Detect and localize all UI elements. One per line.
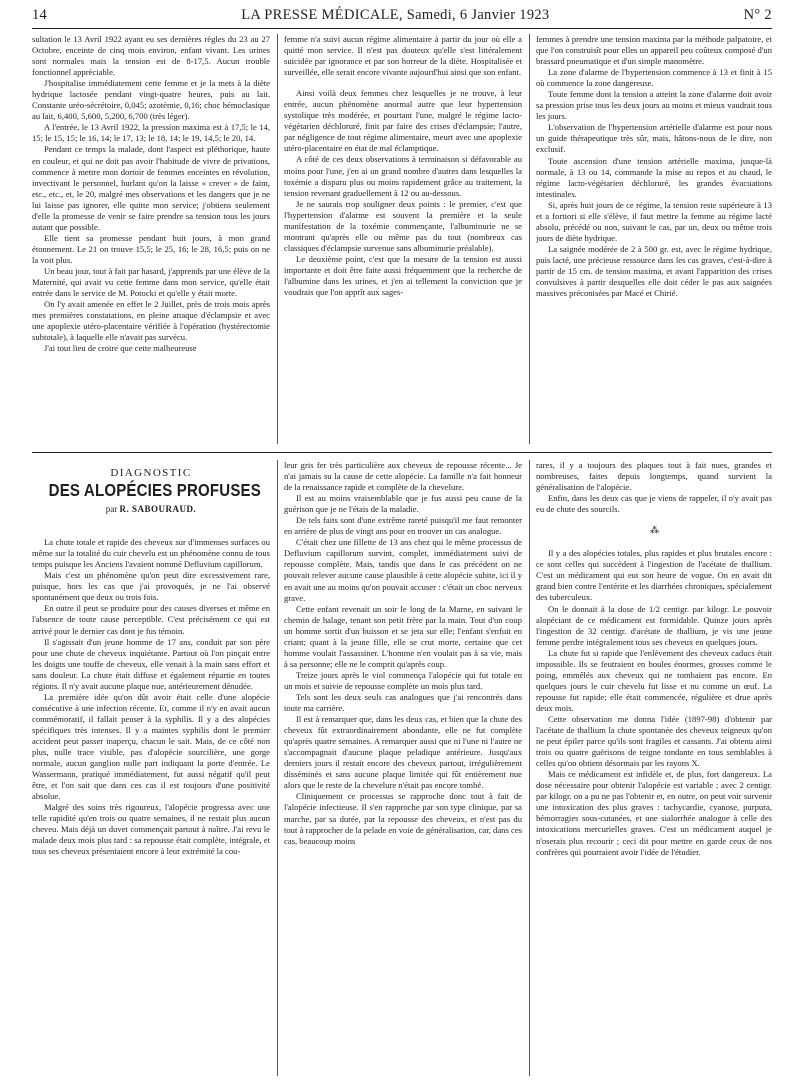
paragraph: Je ne saurais trop souligner deux points : le premier, c'est que l'hypertension d'alarme est souvent la première et la seule manifestation de la toxémie commençante, l'albuminurie ne se montrant qu'après elle ou même pas du tout (nombreux cas classiques d'éclampsie survenue sans albuminurie préalable). bbox=[284, 198, 522, 253]
paragraph: La première idée qu'on dût avoir était celle d'une alopécie consécutive à une infection récente. Et, comme il n'y en avait aucun commémoratif, il fallait penser à la syphilis. Il y a des alopécies spécifiques très intenses. Il y a maintes syphilis dont le premier accident peut passer inaperçu, chacun le sait. Mais, de ce côté non plus, nulle trace visible, pas d'alopécie sourcilière, une gorge normale, aucun ganglion nulle part indiquant la porte d'entrée. Le Wassermann, pratiqué immédiatement, fut aussi négatif qu'il peut être, et l'on sait que dans ces cas il est toujours d'une positivité absolue. bbox=[32, 691, 270, 802]
top-column-2 bbox=[284, 34, 522, 444]
article-headline: DES ALOPÉCIES PROFUSES bbox=[48, 480, 261, 501]
paragraph: Le deuxième point, c'est que la mesure de la tension est aussi importante et doit être faite aussi fréquemment que la recherche de l'albumine dans les urines, et j'en ai tellement la conviction que je voudrais que l'on apprît aux sages- bbox=[284, 253, 522, 298]
paragraph: femme n'a suivi aucun régime alimentaire à partir du jour où elle a quitté mon service. Il n'est pas douteux qu'elle s'est littéralement suicidée par ignorance et par son horreur de la diète. Hospitalisée et surveillée, elle serait encore vivante aujourd'hui ainsi que son enfant. bbox=[284, 34, 522, 78]
paragraph: Il y a des alopécies totales, plus rapides et plus brutales encore : ce sont celles qui succèdent à l'ingestion de l'acétate de thallium. C'est un médicament qui eut son heure de vogue. On en avait dit grand bien contre l'entérite et les diarrhées chroniques, spécialement des tuberculeux. bbox=[536, 548, 772, 603]
paragraph: femmes à prendre une tension maxima par la méthode palpatoire, et que l'on construisît pour elles un appareil peu coûteux composé d'un brassard pneumatique et d'un simple manomètre. bbox=[536, 34, 772, 67]
paragraph: Toute ascension d'une tension artérielle maxima, jusque-là normale, à 13 ou 14, commande la mise au repos et au chaud, le régime lacto-végétarien déchloruré, les grandes évacuations intestinales. bbox=[536, 155, 772, 199]
paragraph: Toute femme dont la tension a atteint la zone d'alarme doit avoir sa pression prise tous les deux jours au moins et mieux vaudrait tous les jours. bbox=[536, 89, 772, 122]
paragraph: La zone d'alarme de l'hypertension commence à 13 et finit à 15 où commence la zone dangereuse. bbox=[536, 67, 772, 89]
paragraph: Mais ce médicament est infidèle et, de plus, fort dangereux. La dose nécessaire pour obtenir l'alopécie est variable ; avec 2 centigr. par kilogr. on a pu ne pas l'obtenir et, en outre, on peut voir survenir une intoxication des plus graves : tachycardie, cyanose, purpura, hémorragies sous-cutanées, et une sialorrhée analogue à celle des intoxications mercurielles graves. C'est un médicament auquel je n'oserais plus recourir ; ceci dit pour mettre en garde ceux de nos confrères qui pourraient avoir l'idée de l'étudier. bbox=[536, 769, 772, 857]
paragraph: Treize jours après le viol commença l'alopécie qui fut totale en un mois et suivie de repousse complète un mois plus tard. bbox=[284, 669, 522, 691]
paragraph: Cliniquement ce processus se rapproche donc tout à fait de l'alopécie infectieuse. Il s'en rapproche par son type clinique, par sa marche, par sa durée, par la repousse des cheveux, et n'est pas du tout à rapprocher de la pelade en voie de généralisation, car, dans ces cas, beaucoup moins bbox=[284, 791, 522, 846]
paragraph: Un beau jour, tout à fait par hasard, j'apprends par une élève de la Maternité, qui avait vu cette femme dans mon service, qu'elle était entrée dans le service de M. Potocki et qu'elle y était morte. bbox=[32, 265, 270, 299]
column-divider bbox=[529, 460, 530, 1076]
article-column-2 bbox=[284, 460, 522, 1076]
paragraph: La chute totale et rapide des cheveux sur d'immenses surfaces ou même sur la totalité du cuir chevelu est un phénomène connu de tous temps puisque les Anciens l'avaient nommé Defluvium capillorum. bbox=[32, 537, 270, 570]
top-column-3 bbox=[536, 34, 772, 444]
paragraph: J'hospitalise immédiatement cette femme et je la mets à la diète hydrique lactosée pendant vingt-quatre heures, puis au lait. Constante uréo-sécrétoire, 0,045; azotémie, 0,16; choc hémoclasique au lait, 6,400, 5,600, 5,200, 6,700 (très léger). bbox=[32, 78, 270, 122]
section-asterism: ⁂ bbox=[650, 525, 658, 536]
paragraph: Cette observation me donna l'idée (1897-98) d'obtenir par l'acétate de thallium la chute spontanée des cheveux teigneux qu'on ne peut épiler parce qu'ils sont fragiles et cassants. J'ai obtenu ainsi trois ou quatre guérisons de teigne tondante en tous semblables à celles qu'on obtient désormais par les rayons X. bbox=[536, 713, 772, 769]
paragraph: Il s'agissait d'un jeune homme de 17 ans, conduit par son père pour une chute de cheveux inquiétante. Partout où l'on pinçait entre les doigts une touffe de cheveux, elle venait à la main sans effort et sans douleur. La chute était diffuse et également répartie en toutes régions. Il n'y avait aucune plaque nue, antérieurement dénudée. bbox=[32, 636, 270, 691]
paragraph: Il est à remarquer que, dans les deux cas, et bien que la chute des cheveux fût extraordinairement abondante, elle ne fut complète qu'après quatre semaines. A remarquer aussi que ni l'une ni l'autre ne s'accompagnait d'aucune plaque peladique antérieure. Jusqu'aux derniers jours il restait encore des cheveux partout, irrégulièrement disséminés et sans aucune plaque limitée qui fût entièrement nue alors que le reste de la chevelure n'était pas encore tombé. bbox=[284, 714, 522, 791]
article-column-1 bbox=[32, 460, 270, 1076]
paragraph: J'ai tout lieu de croire que cette malheureuse bbox=[44, 343, 197, 354]
header-rule bbox=[32, 28, 772, 29]
paragraph: C'était chez une fillette de 13 ans chez qui le même processus de Defluvium capillorum survint, complet, immédiatement suivi de repousse complète. Mais, tandis que dans le cas précédent on ne pouvait relever aucune cause plausible à cette alopécie subite, ici il y en avait une au moins qu'on pouvait accuser : c'était un choc nerveux grave. bbox=[284, 537, 522, 603]
page-header bbox=[32, 4, 772, 26]
page-number: 14 bbox=[32, 6, 48, 23]
byline-prefix: par bbox=[105, 504, 118, 515]
paragraph: Tels sont les deux seuls cas analogues que j'ai rencontrés dans toute ma carrière. bbox=[284, 691, 522, 714]
issue-number: N° 2 bbox=[743, 6, 772, 23]
paragraph: La saignée modérée de 2 à 500 gr. est, avec le régime hydrique, puis lacté, une précieuse ressource dans les cas graves, c'est-à-dire à partir de 15 cm. de tension maxima, et avant l'apparition des crises convulsives à partir desquelles elle doit céder le pas aux saignées massives préconisées par Macé et Chirié. bbox=[536, 243, 772, 299]
column-divider bbox=[277, 34, 278, 444]
paragraph: De tels faits sont d'une extrême rareté puisqu'il me faut remonter en arrière de plus de vingt ans pour en trouver un cas analogue. bbox=[284, 515, 522, 537]
journal-title: LA PRESSE MÉDICALE, Samedi, 6 Janvier 1923 bbox=[241, 6, 550, 23]
paragraph: Elle tient sa promesse pendant huit jours, à mon grand étonnement. Le 21 on trouve 15,5; le 25, 16; le 28, 16,5; puis on ne la voit plus. bbox=[32, 232, 270, 265]
paragraph: On l'y avait amenée en effet le 2 Juillet, près de trois mois après mes premières constatations, en pleine attaque d'éclampsie et avec une apoplexie utéro-placentaire vérifiée à l'opération (hystérectomie subtotale), à laquelle elle n'avait pas survécu. bbox=[32, 299, 270, 343]
paragraph: Pendant ce temps la malade, dont l'aspect est pléthorique, haute en couleur, et qui ne doit pas avoir l'habitude de vivre de privations, commence à mettre mon dortoir de femmes enceintes en révolution, invectivant le personnel, hurlant qu'on la laisse « crever » de faim, etc., etc., et, le 20, malgré mes observations et les dangers que je ne lui laisse pas ignorer, elle quitte mon service; j'obtiens seulement d'elle la promesse de venir se faire prendre sa tension tous les jours autant que possible. bbox=[32, 144, 270, 232]
paragraph: Il est au moins vraisemblable que je fus aussi peu cause de la guérison que je ne l'étais de la maladie. bbox=[284, 493, 522, 515]
column-divider bbox=[277, 460, 278, 1076]
paragraph: A côté de ces deux observations à terminaison si défavorable au moins pour l'une, j'en ai un grand nombre d'autres dans lesquelles la toxémie a disparu plus ou moins rapidement grâce au traitement, la tension revenant graduellement à 12 ou au-dessous. bbox=[284, 154, 522, 198]
section-rule bbox=[32, 452, 772, 453]
paragraph: Enfin, dans les deux cas que je viens de rappeler, il n'y avait pas eu de chute des sourcils. bbox=[536, 493, 772, 515]
paragraph: Mais c'est un phénomène qu'on peut dire excessivement rare, puisque, hors les cas que j'ai provoqués, je ne l'ai observé spontanément que deux ou trois fois. bbox=[32, 570, 270, 603]
article-column-3 bbox=[536, 460, 772, 1076]
paragraph: A l'entrée, le 13 Avril 1922, la pression maxima est à 17,5; le 14, 15; le 15, 15; le 16, 14; le 17, 13; le 18, 14; le 19, 14,5; le 20, 14. bbox=[32, 122, 270, 144]
paragraph: sultation le 13 Avril 1922 ayant eu ses dernières règles du 23 au 27 Octobre, enceinte de cinq mois environ, enfant vivant. Les urines sont normales mais la tension est de 8-17,5. Aucun trouble fonctionnel appréciable. bbox=[32, 34, 270, 78]
paragraph: rares, il y a toujours des plaques tout à fait nues, grandes et nombreuses, faites depuis longtemps, quand survient la généralisation de l'alopécie. bbox=[536, 460, 772, 493]
paragraph: Malgré des soins très rigoureux, l'alopécie progressa avec une telle rapidité qu'en trois ou quatre semaines, il ne restait plus aucun cheveu. Mais déjà un duvet commençait partout à naître. J'ai revu le malade deux mois plus tard : sa repousse était complète, intégrale, et tous ses cheveux présentaient encore à leur extrémité la cou- bbox=[32, 802, 270, 857]
column-divider bbox=[529, 34, 530, 444]
paragraph: Cette enfant revenait un soir le long de la Marne, en suivant le chemin de halage, tenant son petit frère par la main. Tout d'un coup un homme sortit d'un buisson et se jeta sur elle; l'enfant s'enfuit en criant; quant à la jeune fille, elle se crut morte, certaine que cet homme voulait l'assassiner. L'homme n'en voulait pas à sa vie, mais à sa personne; elle ne le comprit qu'après coup. bbox=[284, 603, 522, 669]
paragraph: On le donnait à la dose de 1/2 centigr. par kilogr. Le pouvoir alopéciant de ce médicament est formidable. Quinze jours après l'ingestion de 32 centigr. d'acétate de thallium, je vis une jeune femme perdre intégralement tous ses cheveux en quelques jours. bbox=[536, 603, 772, 647]
paragraph: En outre il peut se produire pour des causes diverses et même en l'absence de toute cause perceptible. C'est précisément ce qui est arrivé pour le dernier cas dont je fus témoin. bbox=[32, 603, 270, 636]
paragraph: Ainsi voilà deux femmes chez lesquelles je ne trouve, à leur entrée, aucun phénomène anormal autre que leur hypertension systolique très modérée, et pourtant l'une, malgré le régime lacto-végétarien déchloruré, finit par faire des crises d'éclampsie; l'autre, par négligence de tout régime alimentaire, meurt avec une apoplexie utéro-placentaire en état de mal éclamptique. bbox=[284, 88, 522, 154]
paragraph: Si, après huit jours de ce régime, la tension reste supérieure à 13 et a fortiori si elle s'élève, il faut mettre la femme au régime lacté absolu, précédé ou non, suivant le cas, par un, deux ou même trois jours de diète hydrique. bbox=[536, 199, 772, 243]
article-kicker: DIAGNOSTIC bbox=[110, 467, 192, 479]
paragraph: La chute fut si rapide que l'enlèvement des cheveux caducs était impossible. Ils se feutraient en boules énormes, grosses comme le poing, emmêlés aux cheveux qui ne tombaient pas encore. En quelques jours le cuir chevelu fut lisse et nu comme un œuf. La repousse fut rapide; elle était commencée, régulière et drue après deux mois. bbox=[536, 647, 772, 713]
article-byline bbox=[32, 504, 270, 515]
author-name: R. SABOURAUD. bbox=[119, 504, 197, 515]
top-column-1 bbox=[32, 34, 270, 444]
paragraph: leur gris fer très particulière aux cheveux de repousse récente... Je n'ai jamais su la cause de cette alopécie. La famille n'a fait honneur de la renaissance rapide et complète de la chevelure. bbox=[284, 460, 522, 493]
paragraph: L'observation de l'hypertension artérielle d'alarme est pour nous un guide thérapeutique très sûr, mais, hâtons-nous de le dire, non exclusif. bbox=[536, 122, 772, 155]
